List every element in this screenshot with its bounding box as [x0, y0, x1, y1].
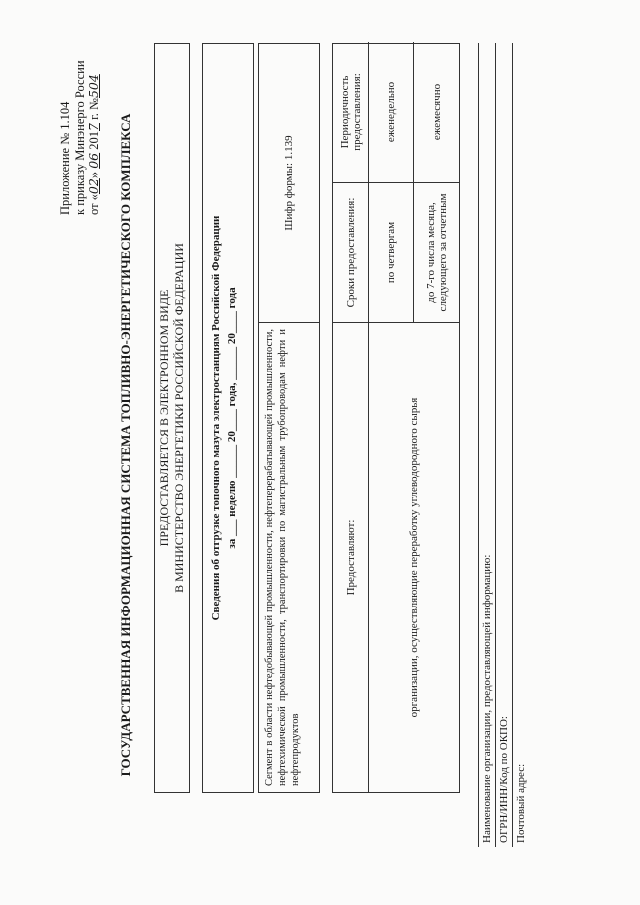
approval-year-digit: 7: [86, 123, 101, 131]
submission-line-1: ПРЕДОСТАВЛЯЕТСЯ В ЭЛЕКТРОННОМ ВИДЕ: [157, 289, 171, 547]
header-frequency: Периодичность предоставления:: [333, 42, 369, 182]
report-title: Сведения об отгрузке топочного мазута электростанциям Российской Федерации: [210, 215, 222, 621]
providers-cell: организации, осуществляющие переработку углеводородного сырья: [369, 322, 459, 792]
deadline-monthly: до 7-го числа месяца, следующего за отчетным: [414, 182, 459, 322]
submission-schedule-table: [332, 43, 460, 793]
header-providers: Предоставляют:: [333, 322, 369, 792]
address-line: Почтовый адрес:: [512, 43, 529, 847]
approval-day: 02: [86, 178, 101, 195]
submission-box: [154, 43, 190, 793]
approval-line-1: Приложение № 1.104: [58, 101, 72, 215]
report-period: за ___ неделю ______ 20____ года, ______ 20____ года: [226, 287, 238, 549]
approval-number-prefix: г. №: [87, 98, 101, 124]
segment-table: [258, 43, 320, 793]
form-code: Шифр формы: 1.139: [283, 135, 295, 231]
frequency-monthly: ежемесячно: [430, 83, 443, 141]
header-deadlines: Сроки предоставления:: [333, 182, 369, 322]
approval-year-prefix: 201: [87, 131, 101, 153]
approval-line-3: [87, 0, 102, 215]
organization-details: [478, 43, 529, 847]
segment-text: Сегмент в области нефтедобывающей промышленности, нефтеперерабатывающей промышленности, нефтехимической промышленности, транспортировки по магистральным трубопроводам нефти и нефтепродуктов: [259, 322, 319, 792]
approval-block: [58, 0, 102, 215]
approval-date-prefix: от «: [87, 194, 101, 215]
report-title-box: [202, 43, 254, 793]
approval-date-mid: »: [87, 168, 101, 179]
approval-line-2: к приказу Минэнерго России: [72, 60, 87, 215]
page-title: ГОСУДАРСТВЕННАЯ ИНФОРМАЦИОННАЯ СИСТЕМА ТОПЛИВНО-ЭНЕРГЕТИЧЕСКОГО КОМПЛЕКСА: [118, 113, 133, 777]
org-name-line: Наименование организации, предоставляющей информацию:: [478, 43, 495, 847]
approval-number: 504: [86, 74, 101, 99]
submission-line-2: В МИНИСТЕРСТВО ЭНЕРГЕТИКИ РОССИЙСКОЙ ФЕДЕРАЦИИ: [172, 243, 186, 593]
deadline-weekly: по четвергам: [369, 182, 414, 322]
approval-month: 06: [86, 152, 101, 169]
ogrn-line: ОГРН/ИНН/Код по ОКПО:: [495, 43, 512, 847]
frequency-weekly: еженедельно: [369, 42, 414, 182]
